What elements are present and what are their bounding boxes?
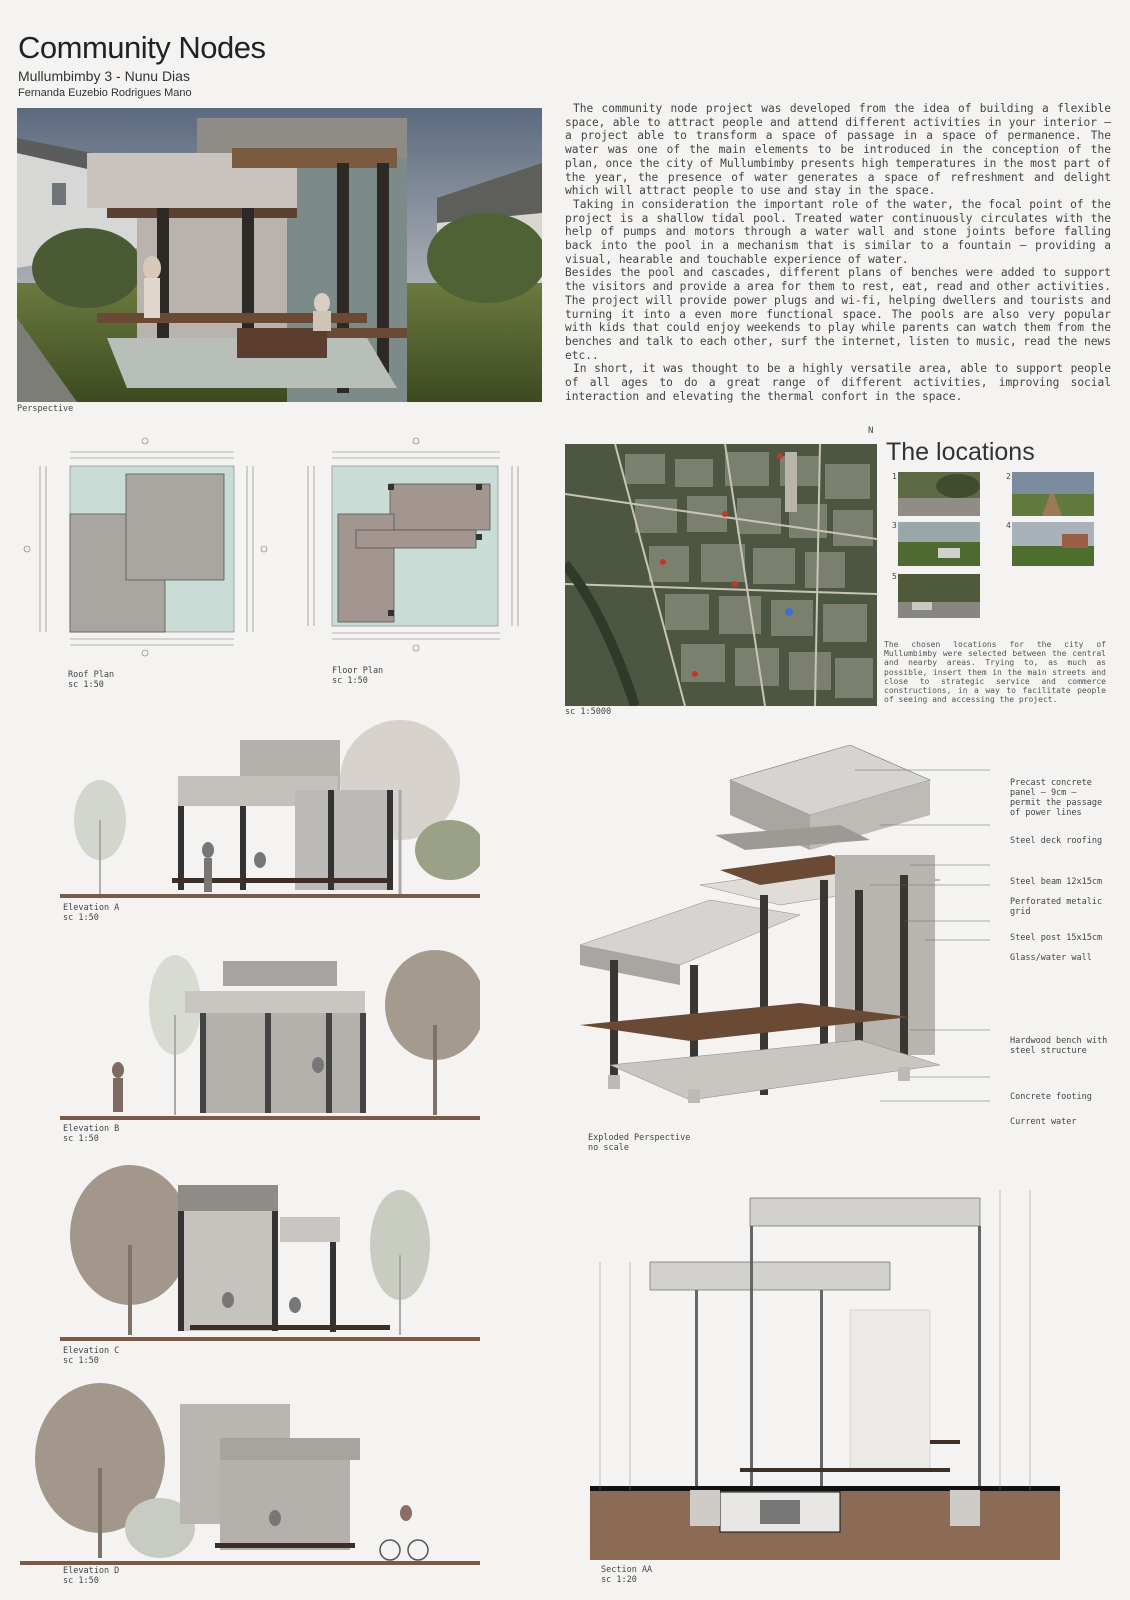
exploded-label: Glass/water wall — [1010, 953, 1092, 963]
exploded-label: Precast concrete panel — 9cm — permit the passage of power lines — [1010, 778, 1103, 818]
perspective-render — [17, 108, 542, 402]
exploded-label: Steel deck roofing — [1010, 836, 1103, 846]
location-number: 4 — [1006, 521, 1011, 530]
exploded-label: Concrete footing — [1010, 1092, 1092, 1102]
exploded-label: Steel beam 12x15cm — [1010, 877, 1103, 887]
elevation-a-caption: Elevation A sc 1:50 — [63, 903, 120, 923]
location-number: 1 — [892, 472, 897, 481]
location-number: 5 — [892, 572, 897, 581]
location-map — [565, 444, 877, 706]
project-description — [565, 102, 1111, 403]
location-photo-1 — [898, 472, 980, 516]
elevation-d-drawing — [20, 1378, 480, 1568]
floor-plan-drawing — [300, 436, 550, 661]
exploded-label: Steel post 15x15cm — [1010, 933, 1103, 943]
exploded-perspective-drawing — [580, 745, 1000, 1135]
location-number: 3 — [892, 521, 897, 530]
roof-plan-drawing — [22, 436, 272, 661]
exploded-label: Perforated metalic grid — [1010, 897, 1103, 917]
section-caption: Section AA sc 1:20 — [601, 1565, 653, 1585]
description-paragraph: Taking in consideration the important role of the water, the focal point of the project is a shallow tidal pool. Treated water continuously circulates with the help of pumps and motors through a water wall and stone joints before falling back into the pool in a mechanism that is similar to a fountain — providing a visual, hearable and touchable experience of water. — [565, 197, 1111, 266]
map-caption: sc 1:5000 — [565, 707, 612, 717]
location-photo-5 — [898, 574, 980, 618]
locations-title: The locations — [886, 438, 1035, 466]
section-aa-drawing — [590, 1190, 1060, 1560]
description-paragraph: Besides the pool and cascades, different plans of benches were added to support the visitors and provide a area for them to rest, eat, read and other activities. The project will provide power plugs and wi-fi, helping dwellers and tourists and turning it into a even more functional space. The pools are also very popular with kids that could enjoy weekends to play while parents can watch them from the benches and talk to each other, surf the internet, listen to music, read the news etc.. — [565, 266, 1111, 362]
elevation-a-drawing — [60, 710, 480, 902]
location-number: 2 — [1006, 472, 1011, 481]
location-photo-4 — [1012, 522, 1094, 566]
north-arrow-icon: N — [868, 426, 874, 436]
elevation-c-drawing — [60, 1155, 480, 1342]
author-name: Fernanda Euzebio Rodrigues Mano — [18, 87, 192, 99]
elevation-b-drawing — [60, 935, 480, 1120]
locations-description: The chosen locations for the city of Mullumbimby were selected between the central and nearby areas. Trying to, as much as possible, insert them in the main streets and close to strategic service and commerce constructions, in a way to facilitate people of seeing and accessing the project. — [884, 640, 1106, 705]
exploded-label: Hardwood bench with steel structure — [1010, 1036, 1108, 1056]
roof-plan-caption: Roof Plan sc 1:50 — [68, 670, 115, 690]
page-title: Community Nodes — [18, 30, 266, 65]
perspective-caption: Perspective — [17, 404, 74, 414]
location-photo-2 — [1012, 472, 1094, 516]
elevation-b-caption: Elevation B sc 1:50 — [63, 1124, 120, 1144]
description-paragraph: The community node project was developed from the idea of building a flexible space, able to attract people and attend different activities in your interior — a project able to transform a space of passage in a space of permanence. The water was one of the main elements to be introduced in the conception of the plan, once the city of Mullumbimby presents high temperatures in the most part of the year, the presence of water generates a space of refreshment and delight which will attract people to use and stay in the space. — [565, 102, 1111, 198]
elevation-c-caption: Elevation C sc 1:50 — [63, 1346, 120, 1366]
floor-plan-caption: Floor Plan sc 1:50 — [332, 666, 384, 686]
elevation-d-caption: Elevation D sc 1:50 — [63, 1566, 120, 1586]
description-paragraph: In short, it was thought to be a highly versatile area, able to support people of all ages to do a great range of different activities, improving social interaction and elevating the thermal confort in the space. — [565, 362, 1111, 403]
exploded-caption: Exploded Perspective no scale — [588, 1133, 691, 1153]
page-subtitle: Mullumbimby 3 - Nunu Dias — [18, 68, 190, 84]
exploded-label: Current water — [1010, 1117, 1077, 1127]
location-photo-3 — [898, 522, 980, 566]
